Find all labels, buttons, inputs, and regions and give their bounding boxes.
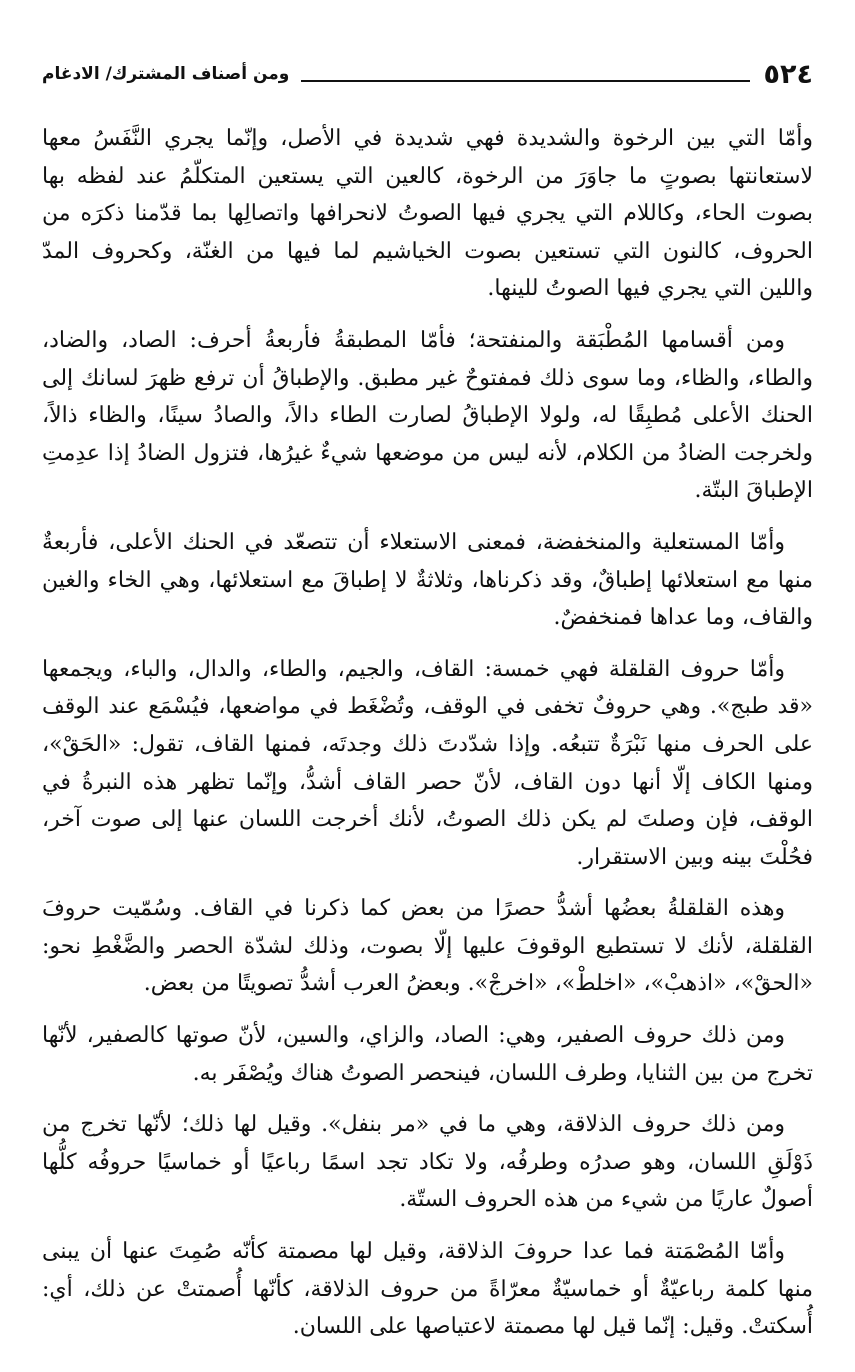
paragraph-7: ومن ذلك حروف الذلاقة، وهي ما في «مر بنفل». وقيل لها ذلك؛ لأنّها تخرج من ذَوْلَقِ اللسان، وهو صدرُه وطرفُه، ولا تكاد تجد اسمًا رباعيًا أو خماسيًا حروفُه كلُّها أصولٌ عاريًا من شيء من هذه الحروف الستّة. [42, 1112, 813, 1213]
paragraph-4: وأمّا حروف القلقلة فهي خمسة: القاف، والجيم، والطاء، والدال، والباء، ويجمعها «قد طبج». وهي حروفٌ تخفى في الوقف، وتُضْغَط في مواضعها، فيُسْمَع عند الوقف على الحرف منها نَبْرَةٌ تتبعُه. وإذا شدّدتَ ذلك وجدتَه، فمنها القاف، تقول: «الحَقْ»، ومنها الكاف إلّا أنها دون القاف، لأنّ حصر القاف أشدُّ، وإنّما تظهر هذه النبرةُ في الوقف، فإن وصلتَ لم يكن ذلك الصوتُ، لأنك أخرجت اللسان عنها إلى صوت آخر، فحُلْتَ بينه وبين الاستقرار. [42, 656, 813, 870]
body-text [42, 120, 813, 1360]
paragraph-1: وأمّا التي بين الرخوة والشديدة فهي شديدة في الأصل، وإنّما يجري النَّفَسُ معها لاستعانتها بصوتٍ ما جاوَرَ من الرخوة، كالعين التي يستعين المتكلّمُ عند لفظه بها بصوت الحاء، وكاللام التي يجري فيها الصوتُ لانحرافها واتصالِها بما قدّمنا ذكرَه من الحروف، كالنون التي تستعين بصوت الخياشيم لما فيها من الغنّة، وكحروف المدّ واللين التي يجري فيها الصوتُ للينها. [42, 126, 813, 302]
book-page [42, 0, 813, 1372]
running-header [42, 52, 813, 96]
running-title: ومن أصناف المشترك/ الادغام [42, 64, 290, 84]
paragraph-6: ومن ذلك حروف الصفير، وهي: الصاد، والزاي، والسين، لأنّ صوتها كالصفير، لأنّها تخرج من بين الثنايا، وطرف اللسان، فينحصر الصوتُ هناك ويُصْفَر به. [42, 1023, 813, 1086]
paragraph-8: وأمّا المُصْمَتة فما عدا حروفَ الذلاقة، وقيل لها مصمتة كأنّه صُمِتَ عنها أن يبنى منها كلمة رباعيّةٌ أو خماسيّةٌ معرّاةً من حروف الذلاقة، كأنّها أُصمتتْ عن ذلك، أي: أُسكتتْ. وقيل: إنّما قيل لها مصمتة لاعتياصها على اللسان. [42, 1239, 813, 1340]
header-rule [301, 80, 749, 82]
paragraph-5: وهذه القلقلةُ بعضُها أشدُّ حصرًا من بعض كما ذكرنا في القاف. وسُمّيت حروفَ القلقلة، لأنك لا تستطيع الوقوفَ عليها إلّا بصوت، وذلك لشدّة الحصر والضَّغْطِ نحو: «الحقْ»، «اذهبْ»، «اخلطْ»، «اخرجْ». وبعضُ العرب أشدُّ تصويتًا من بعض. [42, 896, 813, 997]
paragraph-3: وأمّا المستعلية والمنخفضة، فمعنى الاستعلاء أن تتصعّد في الحنك الأعلى، فأربعةٌ منها مع استعلائها إطباقٌ، وقد ذكرناها، وثلاثةٌ لا إطباقَ مع استعلائها، وهي الخاء والغين والقاف، وما عداها فمنخفضٌ. [42, 529, 813, 631]
page-number: ٥٢٤ [763, 58, 813, 90]
paragraph-2: ومن أقسامها المُطْبَقة والمنفتحة؛ فأمّا المطبقةُ فأربعةُ أحرف: الصاد، والضاد، والطاء، والظاء، وما سوى ذلك فمفتوحٌ غير مطبق. والإطباقُ أن ترفع ظهرَ لسانك إلى الحنك الأعلى مُطبِقًا له، ولولا الإطباقُ لصارت الطاء دالاً، والصادُ سينًا، والظاء ذالاً، ولخرجت الضادُ من الكلام، لأنه ليس من موضعها شيءٌ غيرُها، فتزول الضادُ إذا عدِمتِ الإطباقَ البتّة. [42, 327, 813, 504]
